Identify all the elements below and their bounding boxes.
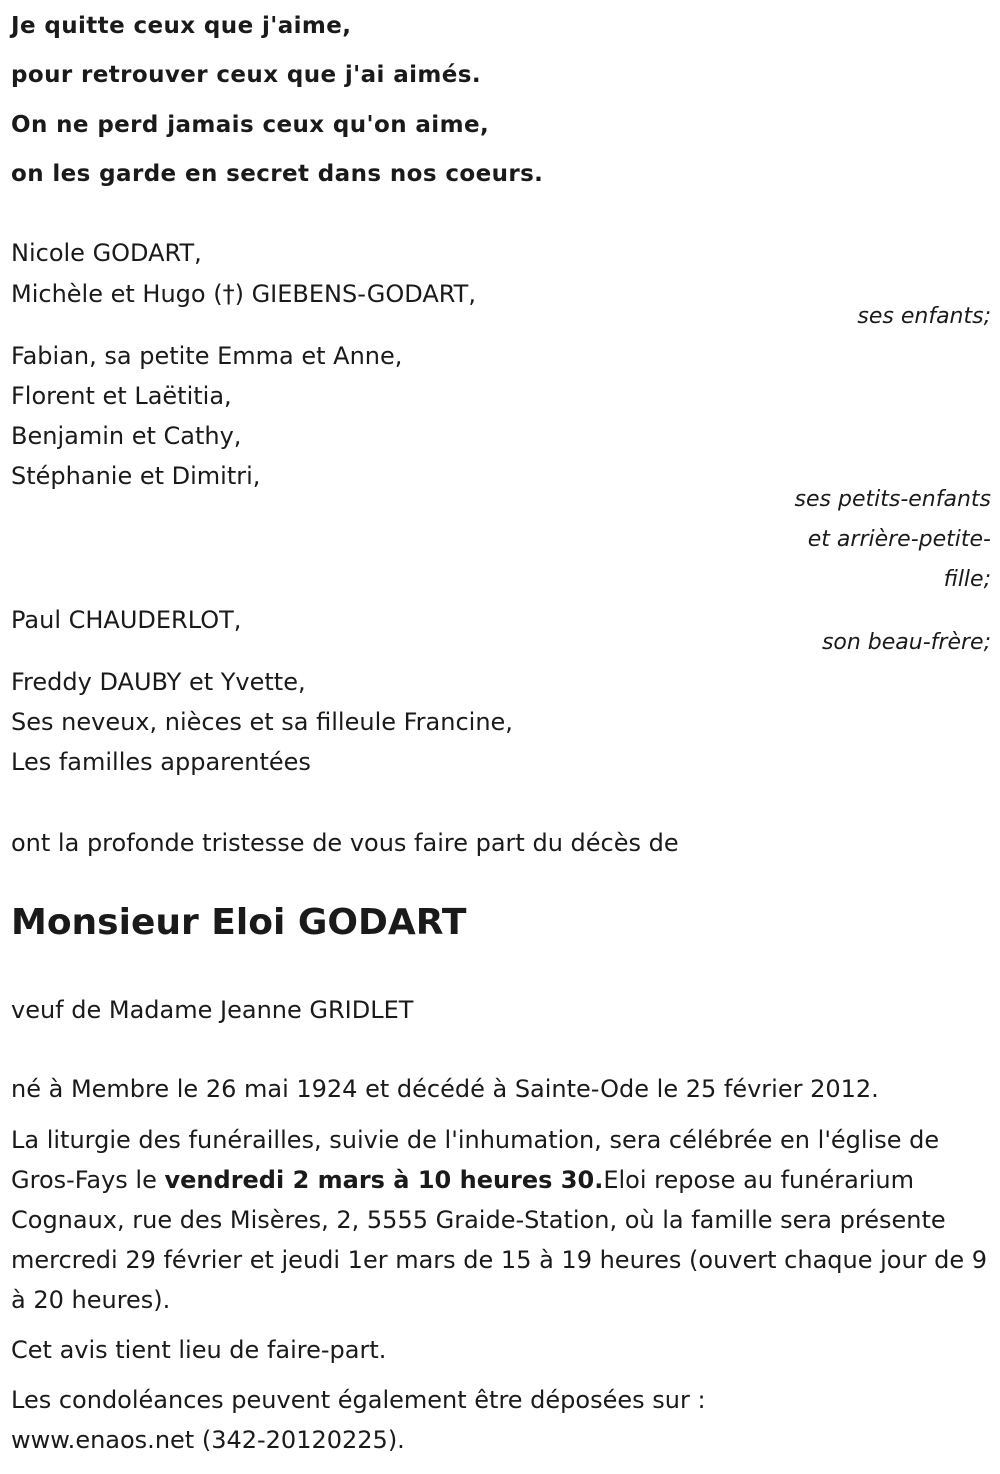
other-relative-1: Freddy DAUBY et Yvette, — [11, 668, 306, 696]
child-name-2: Michèle et Hugo (†) GIEBENS-GODART, — [11, 280, 476, 308]
widower-of: veuf de Madame Jeanne GRIDLET — [11, 996, 414, 1024]
grandchildren-role-line-3: fille; — [943, 567, 991, 592]
funeral-date: vendredi 2 mars à 10 heures 30. — [164, 1166, 604, 1194]
birth-death-info: né à Membre le 26 mai 1924 et décédé à Sainte-Ode le 25 février 2012. — [11, 1075, 879, 1103]
children-role: ses enfants; — [857, 304, 991, 329]
other-relative-3: Les familles apparentées — [11, 748, 311, 776]
announcement-text: ont la profonde tristesse de vous faire part du décès de — [11, 829, 679, 857]
poem-line-3: On ne perd jamais ceux qu'on aime, — [11, 112, 490, 138]
funeral-text-part1: La liturgie des funérailles, suivie de l'inhumation, sera célébrée en l'église de Gros-Fays le — [11, 1126, 940, 1194]
poem-line-4: on les garde en secret dans nos coeurs. — [11, 161, 544, 187]
brother-in-law-name: Paul CHAUDERLOT, — [11, 606, 242, 634]
grandchild-name-2: Florent et Laëtitia, — [11, 382, 232, 410]
brother-in-law-role: son beau-frère; — [821, 630, 991, 655]
deceased-name: Monsieur Eloi GODART — [11, 902, 467, 943]
condolences-text: Les condoléances peuvent également être déposées sur : www.enaos.net (342-20120225). — [11, 1386, 706, 1454]
grandchildren-role-line-2: et arrière-petite- — [807, 527, 991, 552]
grandchild-name-1: Fabian, sa petite Emma et Anne, — [11, 342, 403, 370]
child-name-1: Nicole GODART, — [11, 239, 202, 267]
notice-text: Cet avis tient lieu de faire-part. — [11, 1336, 387, 1364]
grandchild-name-3: Benjamin et Cathy, — [11, 422, 242, 450]
other-relative-2: Ses neveux, nièces et sa filleule Francine, — [11, 708, 513, 736]
grandchild-name-4: Stéphanie et Dimitri, — [11, 462, 261, 490]
poem-line-1: Je quitte ceux que j'aime, — [11, 13, 352, 39]
funeral-paragraph — [11, 1120, 991, 1320]
grandchildren-role-line-1: ses petits-enfants — [794, 487, 991, 512]
poem-line-2: pour retrouver ceux que j'ai aimés. — [11, 62, 482, 88]
funeral-text-part2: Eloi repose au funérarium Cognaux, rue des Misères, 2, 5555 Graide-Station, où la famille sera présente mercredi 29 février et jeudi 1er mars de 15 à 19 heures (ouvert chaque jour de 9 à 20 heures). — [11, 1166, 988, 1314]
